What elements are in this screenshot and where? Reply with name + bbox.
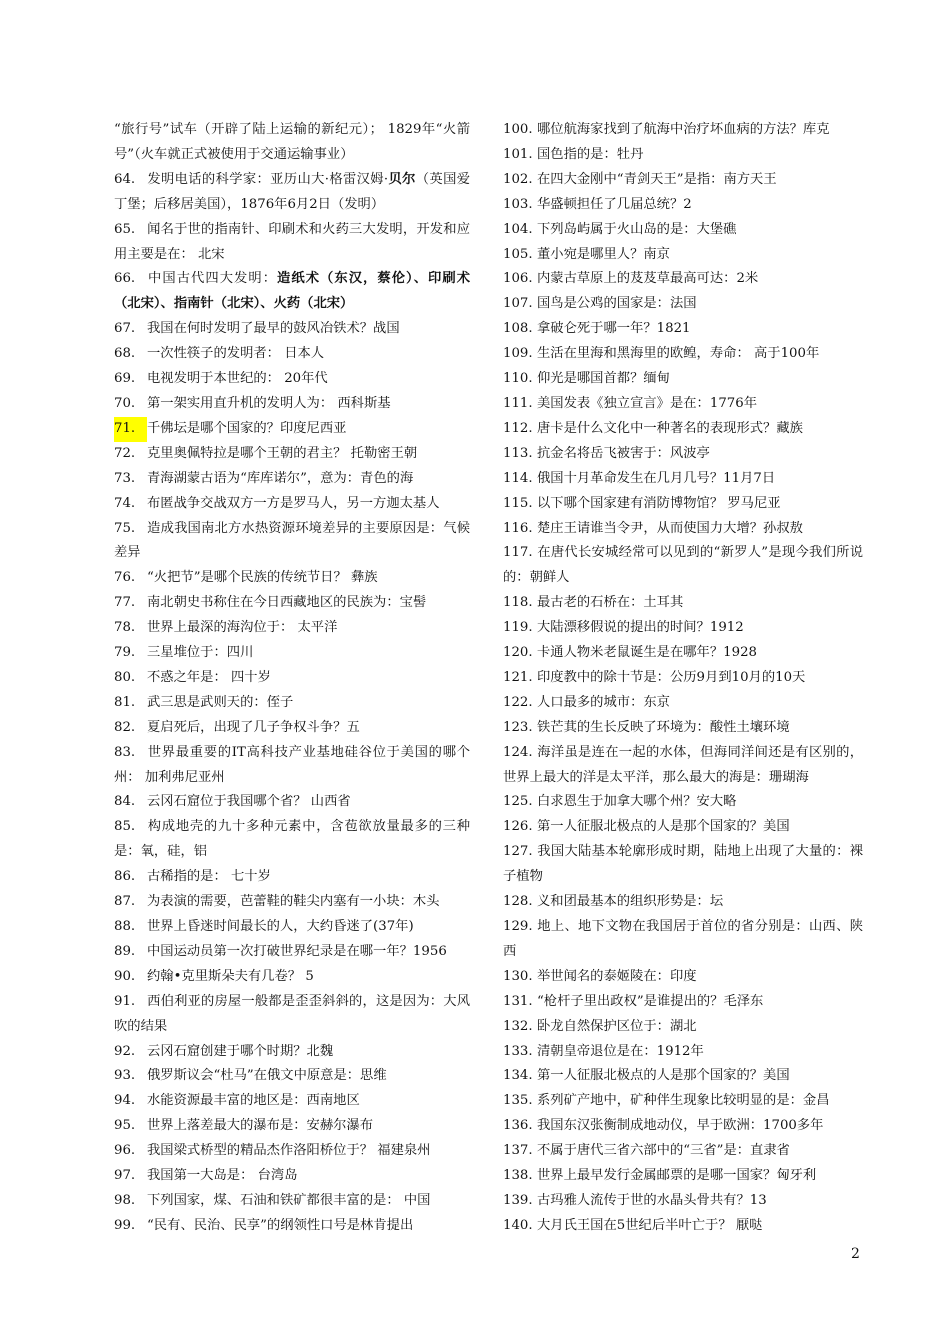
list-item (114, 1139, 470, 1164)
list-item (114, 716, 470, 741)
entry-number: 140. (503, 1217, 533, 1233)
entry-text: 我国在何时发明了最早的鼓风冶铁术？战国 (147, 321, 400, 337)
entry-text: 水能资源最丰富的地区是：西南地区 (147, 1093, 360, 1109)
entry-number: 124. (503, 744, 533, 760)
list-item (114, 990, 470, 1040)
entry-number: 114. (503, 470, 533, 486)
entry-text: “民有、民治、民享”的纲领性口号是林肯提出 (147, 1217, 414, 1233)
list-item (114, 1164, 470, 1189)
list-item (503, 541, 863, 591)
list-item (503, 641, 863, 666)
list-item (114, 915, 470, 940)
entry-text: 我国梁式桥型的精品杰作洛阳桥位于？ 福建泉州 (147, 1143, 431, 1159)
entry-text: 夏启死后，出现了几子争权斗争？五 (147, 719, 360, 735)
entry-bold-text: 贝尔 (388, 171, 416, 187)
list-item (114, 1040, 470, 1065)
list-item (503, 965, 863, 990)
list-item (114, 790, 470, 815)
list-item (503, 741, 863, 791)
entry-text: 电视发明于本世纪的： 20年代 (147, 371, 328, 387)
list-item (503, 591, 863, 616)
entry-number: 94. (114, 1093, 136, 1109)
entry-number: 100. (503, 122, 533, 137)
entry-text: 世界上最早发行金属邮票的是哪一国家？匈牙利 (537, 1168, 817, 1184)
entry-number: 87. (114, 894, 136, 910)
entry-number: 78. (114, 620, 136, 636)
entry-text: 不属于唐代三省六部中的“三省”是：直隶省 (537, 1143, 790, 1159)
entry-number: 136. (503, 1118, 533, 1134)
entry-number: 91. (114, 993, 136, 1009)
entry-number: 132. (503, 1018, 533, 1034)
entry-text: 内蒙古草原上的芨芨草最高可达：2米 (537, 271, 759, 287)
entry-number-highlighted: 71. (114, 417, 147, 442)
entry-text: 克里奥佩特拉是哪个王朝的君主？ 托勒密王朝 (147, 445, 418, 461)
list-item (114, 965, 470, 990)
list-item (114, 940, 470, 965)
list-item (503, 1139, 863, 1164)
list-item (114, 865, 470, 890)
entry-number: 128. (503, 894, 533, 910)
entry-number: 69. (114, 371, 136, 387)
entry-number: 139. (503, 1192, 533, 1208)
entry-text: 南北朝史书称住在今日西藏地区的民族为：宝髻 (147, 595, 427, 611)
entry-text: 古玛雅人流传于世的水晶头骨共有？13 (537, 1192, 767, 1208)
entry-number: 81. (114, 694, 136, 710)
entry-number: 117. (503, 545, 533, 561)
list-item (114, 442, 470, 467)
entry-number: 88. (114, 919, 136, 934)
entry-number: 133. (503, 1043, 533, 1059)
list-item (503, 1040, 863, 1065)
list-item (503, 790, 863, 815)
list-item (503, 193, 863, 218)
entry-number: 107. (503, 296, 533, 312)
entry-number: 127. (503, 844, 533, 860)
entry-text: 第一人征服北极点的人是那个国家的？美国 (537, 1068, 790, 1084)
entry-number: 121. (503, 669, 533, 685)
entry-number: 80. (114, 669, 136, 685)
entry-number: 129. (503, 919, 533, 934)
list-item (503, 243, 863, 268)
list-item (503, 1089, 863, 1114)
entry-text: 义和团最基本的组织形势是：坛 (537, 894, 724, 910)
entry-number: 131. (503, 993, 533, 1009)
entry-number: 103. (503, 196, 533, 212)
list-item (114, 392, 470, 417)
list-item (503, 691, 863, 716)
entry-number: 89. (114, 943, 136, 959)
entry-text: 构成地壳的九十多种元素中，含苞欲放量最多的三种是：氧，硅，铝 (114, 819, 470, 860)
entry-number: 74. (114, 495, 136, 511)
list-item (114, 317, 470, 342)
list-item (503, 915, 863, 965)
list-item (503, 1114, 863, 1139)
entry-text: 在唐代长安城经常可以见到的“新罗人”是现今我们所说的：朝鲜人 (503, 545, 863, 586)
entry-number: 134. (503, 1068, 533, 1084)
list-item (503, 442, 863, 467)
list-item (503, 267, 863, 292)
entry-text: 大陆漂移假说的提出的时间？1912 (537, 620, 744, 636)
entry-text: 云冈石窟创建于哪个时期？北魏 (147, 1043, 334, 1059)
entry-text: 系列矿产地中，矿种伴生现象比较明显的是：金昌 (537, 1093, 830, 1109)
entry-text: 人口最多的城市：东京 (537, 694, 670, 710)
list-item (503, 616, 863, 641)
entry-text: 武三思是武则天的：侄子 (147, 694, 294, 710)
list-item (503, 392, 863, 417)
entry-text: 发明电话的科学家：亚历山大·格雷汉姆· (147, 171, 389, 187)
entry-text: 卡通人物米老鼠诞生是在哪年？1928 (537, 645, 757, 661)
entry-text: 中国运动员第一次打破世界纪录是在哪一年？1956 (147, 943, 447, 959)
list-item (503, 168, 863, 193)
list-item (114, 591, 470, 616)
list-item (114, 1064, 470, 1089)
entry-text: “枪杆子里出政权”是谁提出的？毛泽东 (537, 993, 764, 1009)
entry-text: 铁芒萁的生长反映了环境为：酸性土壤环境 (537, 719, 790, 735)
entry-number: 98. (114, 1192, 136, 1208)
entry-text: 我国东汉张衡制成地动仪，早于欧洲：1700多年 (537, 1118, 824, 1134)
list-item (503, 143, 863, 168)
list-item (114, 641, 470, 666)
entry-text: 最古老的石桥在：土耳其 (537, 595, 684, 611)
entry-number: 105. (503, 246, 533, 262)
entry-text: 印度教中的除十节是：公历9月到10月的10天 (537, 669, 806, 685)
list-item (503, 292, 863, 317)
entry-number: 66. (114, 271, 136, 287)
entry-text: 唐卡是什么文化中一种著名的表现形式？藏族 (537, 420, 803, 436)
entry-text: 三星堆位于：四川 (147, 645, 254, 661)
list-item (114, 267, 470, 317)
entry-number: 90. (114, 968, 136, 984)
entry-text: 布匿战争交战双方一方是罗马人，另一方迦太基人 (147, 495, 440, 511)
list-item (114, 691, 470, 716)
entry-number: 93. (114, 1068, 136, 1084)
entry-number: 67. (114, 321, 136, 337)
entry-number: 86. (114, 869, 136, 885)
list-item (503, 367, 863, 392)
list-item (114, 741, 470, 791)
entry-number: 75. (114, 520, 136, 536)
entry-number: 104. (503, 221, 533, 237)
entry-number: 110. (503, 371, 533, 387)
entry-text: 国色指的是：牡丹 (537, 146, 644, 162)
entry-number: 82. (114, 719, 136, 735)
entry-text: 青海湖蒙古语为“库库诺尔”，意为：青色的海 (147, 470, 414, 486)
list-item (503, 218, 863, 243)
entry-text: 举世闻名的泰姬陵在：印度 (537, 968, 697, 984)
entry-text: 一次性筷子的发明者： 日本人 (147, 346, 325, 362)
list-item (503, 1164, 863, 1189)
list-item (114, 342, 470, 367)
entry-number: 97. (114, 1168, 136, 1184)
page-number: 2 (851, 1246, 860, 1262)
entry-text: “旅行号”试车（开辟了陆上运输的新纪元）； 1829年“火箭号”（火车就正式被使用于交通运输事业） (114, 122, 470, 162)
entry-text: 仰光是哪国首都？缅甸 (537, 371, 670, 387)
list-item (114, 1114, 470, 1139)
entry-number: 70. (114, 395, 136, 411)
entry-number: 77. (114, 595, 136, 611)
list-item (114, 815, 470, 865)
entry-number: 96. (114, 1143, 136, 1159)
entry-text: 造成我国南北方水热资源环境差异的主要原因是：气候差异 (114, 520, 470, 561)
entry-number: 137. (503, 1143, 533, 1159)
list-item (503, 890, 863, 915)
entry-number: 109. (503, 346, 533, 362)
list-item (503, 1015, 863, 1040)
entry-text: 下列国家，煤、石油和铁矿都很丰富的是： 中国 (147, 1192, 431, 1208)
entry-number: 125. (503, 794, 533, 810)
entry-number: 118. (503, 595, 533, 611)
list-item (503, 417, 863, 442)
list-item (114, 1189, 470, 1214)
entry-number: 113. (503, 445, 533, 461)
entry-number: 120. (503, 645, 533, 661)
list-item (503, 990, 863, 1015)
entry-number: 76. (114, 570, 136, 586)
entry-number: 95. (114, 1118, 136, 1134)
list-item-highlighted (114, 417, 470, 442)
list-item (503, 1189, 863, 1214)
entry-text: 在四大金刚中“青剑天王”是指：南方天王 (537, 171, 777, 187)
entry-text: 古稀指的是： 七十岁 (147, 869, 271, 885)
entry-number: 101. (503, 146, 533, 162)
list-item (114, 1214, 470, 1239)
list-item (114, 566, 470, 591)
entry-number: 79. (114, 645, 136, 661)
list-item (503, 517, 863, 542)
list-item (114, 467, 470, 492)
entry-text: 卧龙自然保护区位于：湖北 (537, 1018, 697, 1034)
entry-number: 108. (503, 321, 533, 337)
list-item (503, 716, 863, 741)
entry-text: 我国第一大岛是： 台湾岛 (147, 1168, 298, 1184)
list-item (114, 492, 470, 517)
entry-number: 72. (114, 445, 136, 461)
entry-number: 126. (503, 819, 533, 835)
entry-number: 85. (114, 819, 136, 835)
list-item (503, 118, 863, 143)
entry-text: 世界最重要的IT高科技产业基地硅谷位于美国的哪个州： 加利弗尼亚州 (114, 744, 470, 785)
entry-text: 楚庄王请谁当令尹，从而使国力大增？孙叔敖 (537, 520, 803, 536)
list-item (503, 317, 863, 342)
entry-number: 106. (503, 271, 533, 287)
entry-number: 84. (114, 794, 136, 810)
entry-text: 华盛顿担任了几届总统？2 (537, 196, 692, 212)
entry-number: 123. (503, 719, 533, 735)
list-item (114, 666, 470, 691)
entry-text: 第一人征服北极点的人是那个国家的？美国 (537, 819, 790, 835)
entry-number: 135. (503, 1093, 533, 1109)
entry-text: 哪位航海家找到了航海中治疗坏血病的方法？库克 (537, 122, 830, 137)
list-item (114, 1089, 470, 1114)
entry-text: 我国大陆基本轮廓形成时期，陆地上出现了大量的：裸子植物 (503, 844, 863, 885)
entry-text: 国鸟是公鸡的国家是：法国 (537, 296, 697, 312)
entry-number: 102. (503, 171, 533, 187)
entry-text: 下列岛屿属于火山岛的是：大堡礁 (537, 221, 737, 237)
right-column (503, 118, 863, 1239)
list-item (503, 1214, 863, 1239)
list-item (114, 168, 470, 218)
entry-text: 以下哪个国家建有消防博物馆？ 罗马尼亚 (537, 495, 781, 511)
entry-number: 122. (503, 694, 533, 710)
entry-text: 世界上落差最大的瀑布是：安赫尔瀑布 (147, 1118, 374, 1134)
list-item (503, 342, 863, 367)
list-item (114, 367, 470, 392)
list-item (503, 815, 863, 840)
entry-text: 清朝皇帝退位是在：1912年 (537, 1043, 704, 1059)
entry-text: 美国发表《独立宣言》是在：1776年 (537, 395, 757, 411)
entry-bold-text: 造纸术（东汉，蔡伦）、印刷术（北宋）、指南针（北宋）、火药（北宋） (114, 271, 470, 312)
list-item (114, 890, 470, 915)
entry-text: 董小宛是哪里人？南京 (537, 246, 670, 262)
list-item (114, 218, 470, 268)
entry-text: 拿破仑死于哪一年？1821 (537, 321, 691, 337)
entry-text: 地上、地下文物在我国居于首位的省分别是：山西、陕西 (503, 919, 863, 959)
entry-number: 64. (114, 171, 136, 187)
list-item (503, 840, 863, 890)
entry-text: 海洋虽是连在一起的水体，但海同洋间还是有区别的，世界上最大的洋是太平洋，那么最大的海是：珊瑚海 (503, 744, 863, 785)
list-item (114, 616, 470, 641)
entry-number: 83. (114, 744, 136, 760)
entry-text: 世界上昏迷时间最长的人，大约昏迷了(37年) (147, 919, 414, 934)
entry-number: 73. (114, 470, 136, 486)
entry-text: 白求恩生于加拿大哪个州？安大略 (537, 794, 737, 810)
entry-text: 俄国十月革命发生在几月几号？11月7日 (537, 470, 776, 486)
entry-text: 第一架实用直升机的发明人为： 西科斯基 (147, 395, 391, 411)
entry-text: 千佛坛是哪个国家的？印度尼西亚 (147, 420, 347, 436)
entry-number: 68. (114, 346, 136, 362)
entry-text: 闻名于世的指南针、印刷术和火药三大发明，开发和应用主要是在： 北宋 (114, 221, 470, 262)
entry-text: 约翰•克里斯朵夫有几卷？ 5 (147, 968, 314, 984)
entry-number: 65. (114, 221, 136, 237)
entry-text: “火把节”是哪个民族的传统节日？ 彝族 (147, 570, 378, 586)
entry-number: 111. (503, 395, 533, 411)
entry-text: 为表演的需要，芭蕾鞋的鞋尖内塞有一小块：木头 (147, 894, 440, 910)
left-column (114, 118, 470, 1239)
entry-number: 115. (503, 495, 533, 511)
entry-number: 116. (503, 520, 533, 536)
list-item (114, 517, 470, 567)
list-item (503, 492, 863, 517)
entry-text: 抗金名将岳飞被害于：风波亭 (537, 445, 710, 461)
entry-text: 大月氏王国在5世纪后半叶亡于？ 厭哒 (537, 1217, 763, 1233)
entry-number: 92. (114, 1043, 136, 1059)
entry-number: 119. (503, 620, 533, 636)
entry-text: 世界上最深的海沟位于： 太平洋 (147, 620, 338, 636)
list-item (503, 467, 863, 492)
entry-text: 西伯利亚的房屋一般都是歪歪斜斜的，这是因为：大风吹的结果 (114, 993, 470, 1034)
entry-text: 俄罗斯议会“杜马”在俄文中原意是：思维 (147, 1068, 387, 1084)
entry-text: 不惑之年是： 四十岁 (147, 669, 271, 685)
entry-text: 中国古代四大发明： (147, 271, 278, 287)
list-item (503, 666, 863, 691)
list-item (114, 118, 470, 168)
entry-text: 云冈石窟位于我国哪个省？ 山西省 (147, 794, 351, 810)
entry-text-tail: （英国爱丁堡；后移居美国），1876年6月2日（发明） (114, 171, 471, 212)
entry-number: 130. (503, 968, 533, 984)
entry-number: 99. (114, 1217, 136, 1233)
entry-number: 138. (503, 1168, 533, 1184)
entry-text: 生活在里海和黑海里的欧鳇，寿命： 高于100年 (537, 346, 820, 362)
list-item (503, 1064, 863, 1089)
entry-number: 112. (503, 420, 533, 436)
